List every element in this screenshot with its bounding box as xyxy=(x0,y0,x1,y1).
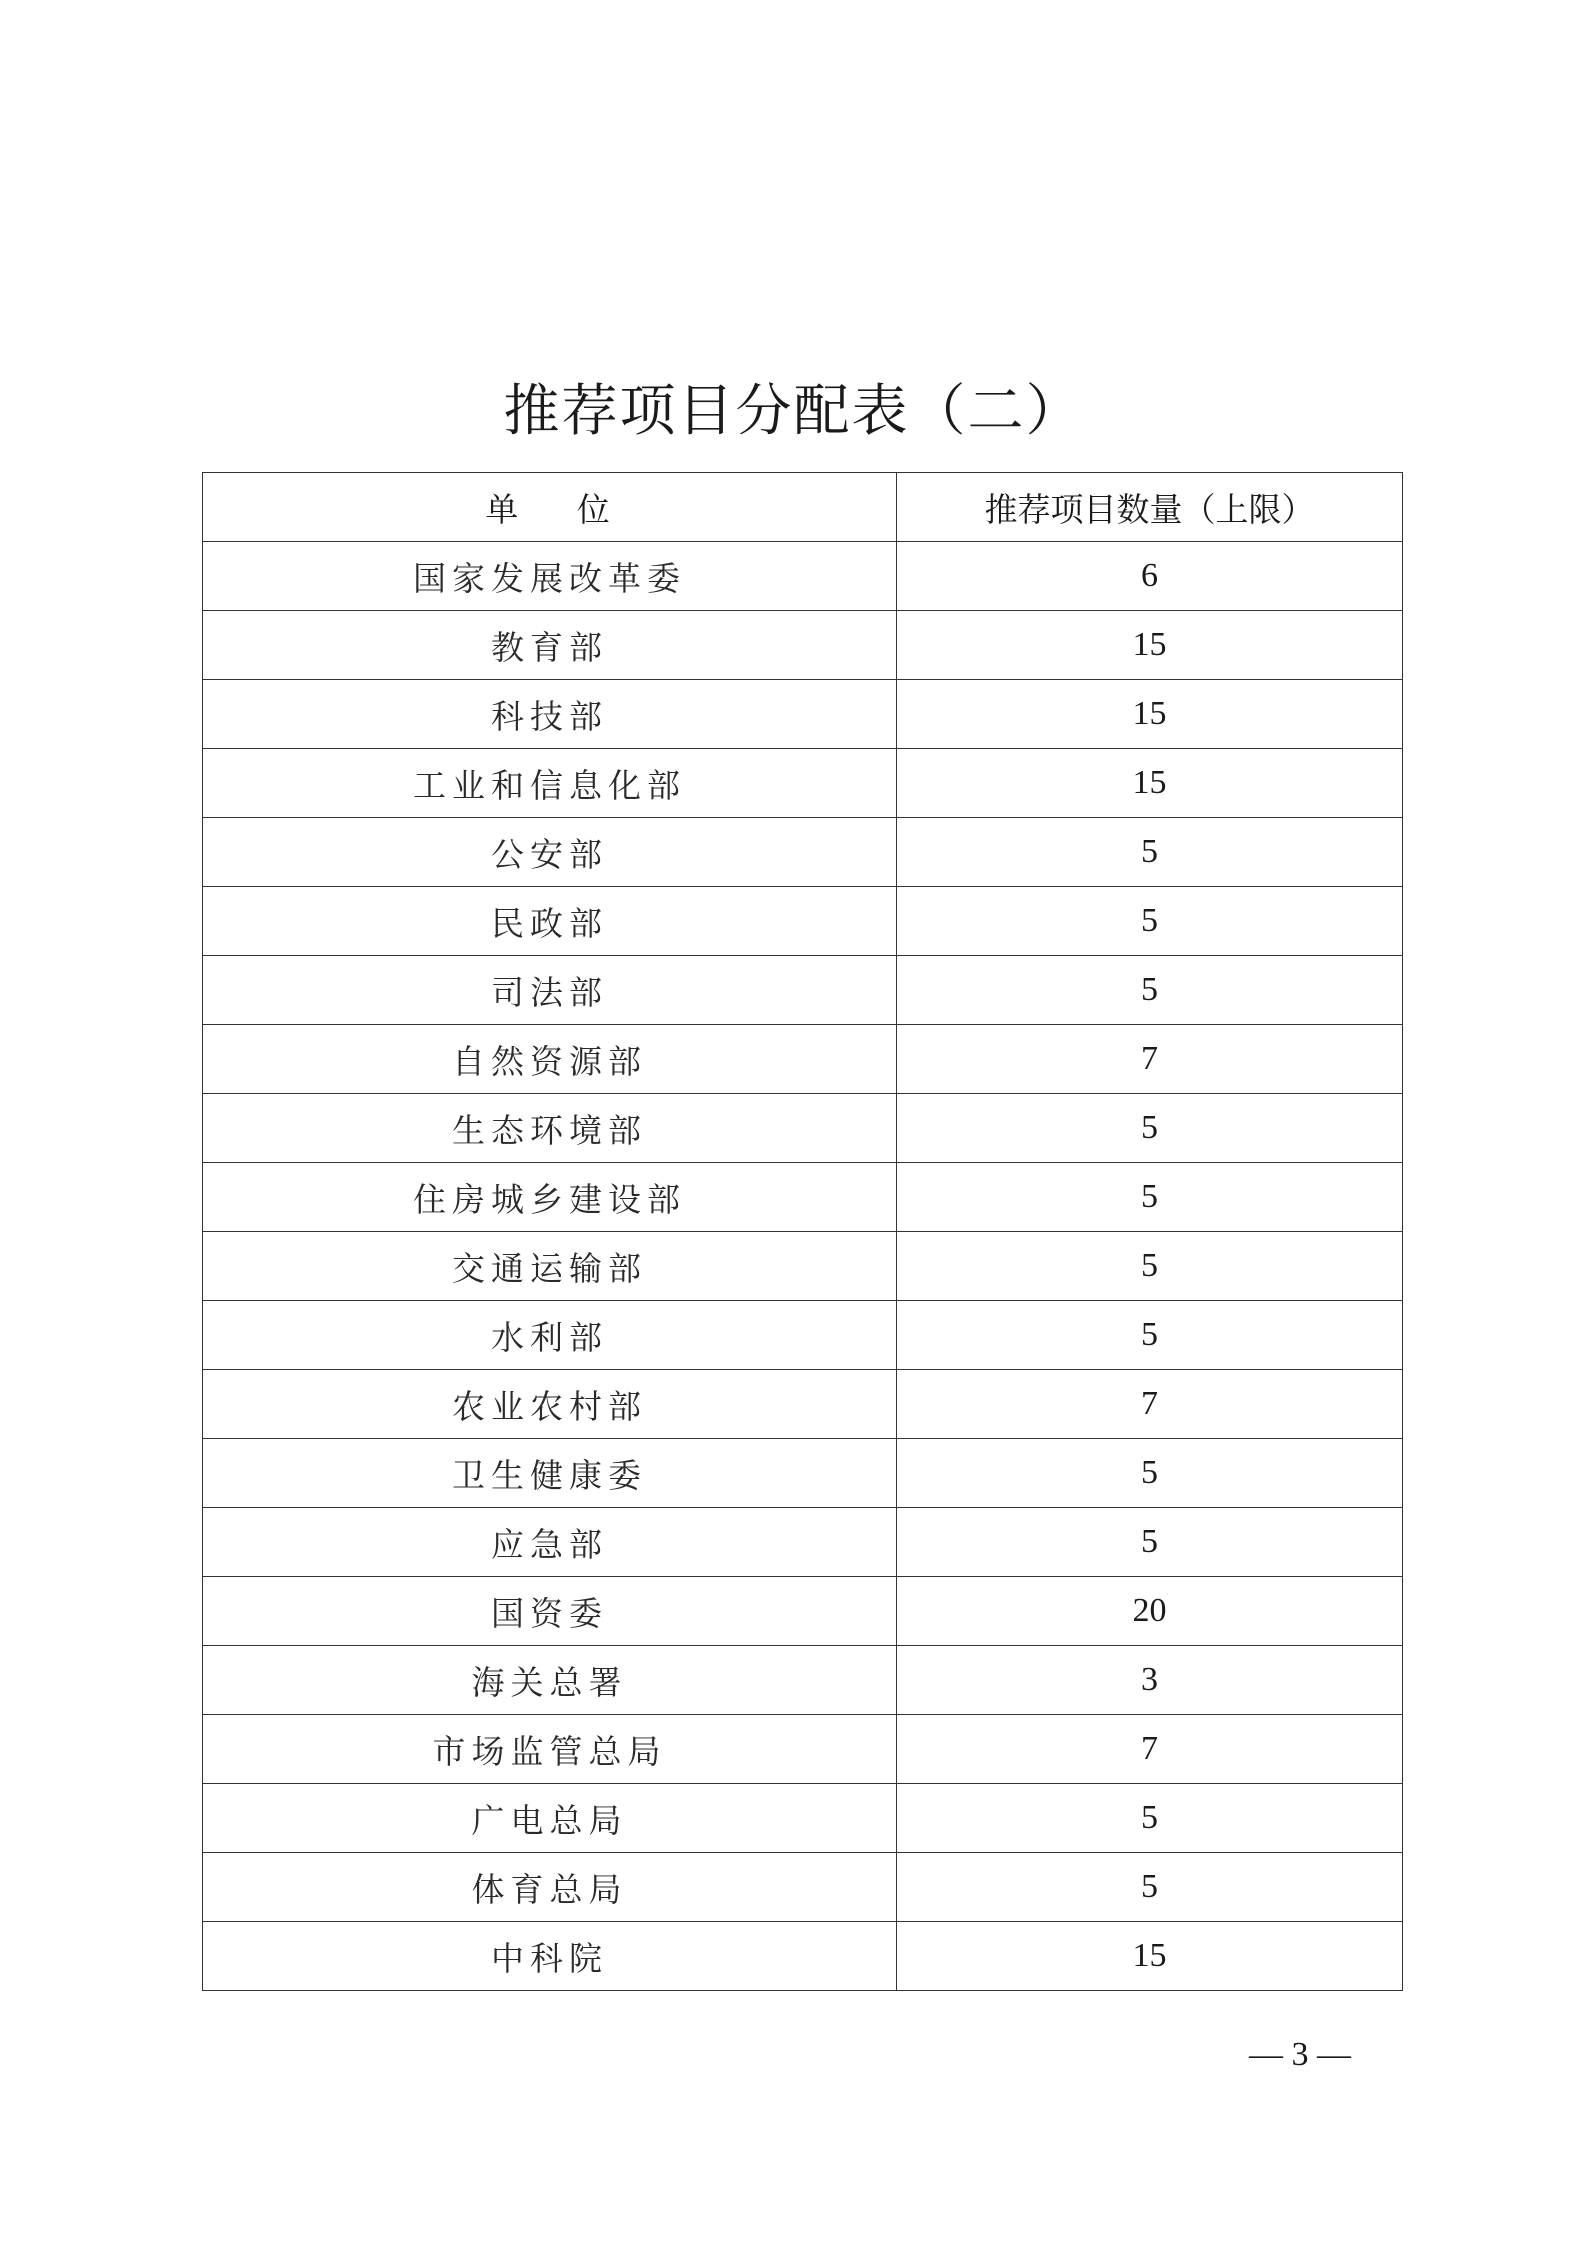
table-row xyxy=(203,1922,1403,1991)
header-unit: 单 位 xyxy=(203,473,897,542)
table-row xyxy=(203,1508,1403,1577)
count-cell: 15 xyxy=(897,680,1403,749)
unit-cell: 卫生健康委 xyxy=(203,1439,897,1508)
page-number: — 3 — xyxy=(1249,2036,1351,2073)
count-cell: 5 xyxy=(897,1163,1403,1232)
count-cell: 5 xyxy=(897,1508,1403,1577)
table-row xyxy=(203,1784,1403,1853)
unit-cell: 国资委 xyxy=(203,1577,897,1646)
count-cell: 5 xyxy=(897,1232,1403,1301)
table-row xyxy=(203,1094,1403,1163)
table-row xyxy=(203,956,1403,1025)
unit-cell: 体育总局 xyxy=(203,1853,897,1922)
header-count: 推荐项目数量（上限） xyxy=(897,473,1403,542)
table-row xyxy=(203,818,1403,887)
unit-cell: 中科院 xyxy=(203,1922,897,1991)
table-row xyxy=(203,887,1403,956)
unit-cell: 生态环境部 xyxy=(203,1094,897,1163)
count-cell: 5 xyxy=(897,887,1403,956)
count-cell: 15 xyxy=(897,749,1403,818)
table-row xyxy=(203,1853,1403,1922)
table-row xyxy=(203,749,1403,818)
table-row xyxy=(203,1370,1403,1439)
table-row xyxy=(203,611,1403,680)
count-cell: 5 xyxy=(897,818,1403,887)
count-cell: 5 xyxy=(897,1094,1403,1163)
unit-cell: 水利部 xyxy=(203,1301,897,1370)
unit-cell: 住房城乡建设部 xyxy=(203,1163,897,1232)
table-header-row xyxy=(203,473,1403,542)
table-row xyxy=(203,1301,1403,1370)
count-cell: 3 xyxy=(897,1646,1403,1715)
table-row xyxy=(203,1439,1403,1508)
page-title: 推荐项目分配表（二） xyxy=(503,379,1084,444)
table-row xyxy=(203,1163,1403,1232)
count-cell: 20 xyxy=(897,1577,1403,1646)
unit-cell: 工业和信息化部 xyxy=(203,749,897,818)
unit-cell: 农业农村部 xyxy=(203,1370,897,1439)
table-row xyxy=(203,1715,1403,1784)
count-cell: 5 xyxy=(897,1853,1403,1922)
table-row xyxy=(203,542,1403,611)
unit-cell: 科技部 xyxy=(203,680,897,749)
count-cell: 5 xyxy=(897,1784,1403,1853)
count-cell: 5 xyxy=(897,1301,1403,1370)
unit-cell: 应急部 xyxy=(203,1508,897,1577)
count-cell: 6 xyxy=(897,542,1403,611)
count-cell: 15 xyxy=(897,1922,1403,1991)
table-row xyxy=(203,1025,1403,1094)
unit-cell: 自然资源部 xyxy=(203,1025,897,1094)
unit-cell: 民政部 xyxy=(203,887,897,956)
unit-cell: 广电总局 xyxy=(203,1784,897,1853)
unit-cell: 教育部 xyxy=(203,611,897,680)
unit-cell: 市场监管总局 xyxy=(203,1715,897,1784)
count-cell: 7 xyxy=(897,1025,1403,1094)
table-row xyxy=(203,1646,1403,1715)
count-cell: 5 xyxy=(897,1439,1403,1508)
table-row xyxy=(203,1577,1403,1646)
unit-cell: 海关总署 xyxy=(203,1646,897,1715)
count-cell: 7 xyxy=(897,1370,1403,1439)
table-row xyxy=(203,680,1403,749)
table-row xyxy=(203,1232,1403,1301)
count-cell: 15 xyxy=(897,611,1403,680)
count-cell: 5 xyxy=(897,956,1403,1025)
unit-cell: 交通运输部 xyxy=(203,1232,897,1301)
unit-cell: 国家发展改革委 xyxy=(203,542,897,611)
count-cell: 7 xyxy=(897,1715,1403,1784)
allocation-table xyxy=(202,472,1403,1991)
unit-cell: 司法部 xyxy=(203,956,897,1025)
unit-cell: 公安部 xyxy=(203,818,897,887)
